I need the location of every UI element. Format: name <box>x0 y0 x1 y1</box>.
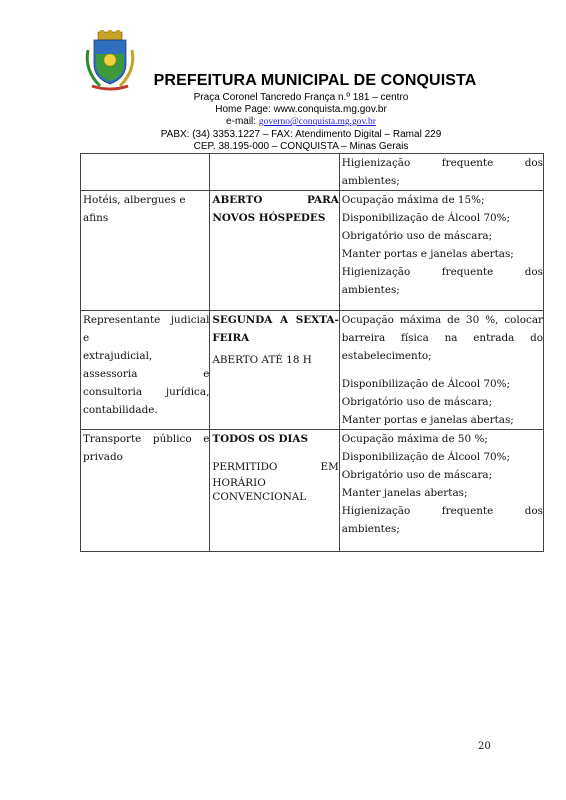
rule-spacer <box>342 365 543 375</box>
rules-cell <box>339 154 543 191</box>
status-spacer <box>212 448 338 458</box>
rules-cell <box>339 311 543 430</box>
status-line: SEGUNDA A SEXTA- <box>212 314 339 326</box>
phones-line: PABX: (34) 3353.1227 – FAX: Atendimento Digital – Ramal 229 <box>160 129 442 140</box>
status-line: CONVENCIONAL <box>212 491 307 503</box>
status-cell <box>210 154 339 191</box>
status-line: FEIRA <box>212 332 250 344</box>
activity-line: privado <box>83 451 123 463</box>
activity-line: consultoria jurídica, <box>83 386 210 398</box>
activity-cell <box>81 311 210 430</box>
table-row <box>81 191 544 311</box>
homepage-line: Home Page: www.conquista.mg.gov.br <box>215 104 387 115</box>
status-cell <box>210 430 339 552</box>
activity-cell <box>81 430 210 552</box>
page-number: 20 <box>478 741 491 752</box>
rule-line: Obrigatório uso de máscara; <box>341 469 493 481</box>
table-row <box>81 430 544 552</box>
status-line: ABERTO PARA <box>212 194 339 206</box>
email-link[interactable]: governo@conquista.mg.gov.br <box>258 117 376 127</box>
rule-line: Ocupação máxima de 15%; <box>341 194 485 206</box>
email-line <box>18 116 566 128</box>
activity-line: extrajudicial, assessoria e <box>83 350 210 380</box>
rule-line: Manter portas e janelas abertas; <box>341 414 514 426</box>
activity-cell <box>81 154 210 191</box>
status-line: HORÁRIO <box>212 477 266 489</box>
status-line: NOVOS HÓSPEDES <box>212 212 326 224</box>
cep-line: CEP. 38.195-000 – CONQUISTA – Minas Gerais <box>193 141 409 152</box>
rule-line: Obrigatório uso de máscara; <box>341 230 493 242</box>
address-line: Praça Coronel Tancredo França n.º 181 – centro <box>193 92 409 103</box>
status-cell <box>210 191 339 311</box>
status-cell <box>210 311 339 430</box>
status-line: ABERTO ATÉ 18 H <box>212 354 312 366</box>
rule-line: ambientes; <box>341 175 400 187</box>
email-label: e-mail: <box>226 116 259 127</box>
activity-line: Transporte público e <box>83 433 210 445</box>
activity-cell <box>81 191 210 311</box>
rule-line: Disponibilização de Álcool 70%; <box>341 212 511 224</box>
rule-line: Manter janelas abertas; <box>341 487 468 499</box>
rule-line: Ocupação máxima de 50 %; <box>341 433 488 445</box>
rules-cell <box>339 191 543 311</box>
table-row <box>81 311 544 430</box>
rule-line: Manter portas e janelas abertas; <box>341 248 514 260</box>
rule-line: Disponibilização de Álcool 70%; <box>341 378 511 390</box>
status-line: TODOS OS DIAS <box>212 433 308 445</box>
status-line: PERMITIDO EM <box>212 461 339 473</box>
rule-line: Higienização frequente dos <box>341 266 543 278</box>
activity-line: Representante judicial e <box>83 314 210 344</box>
rule-line: Obrigatório uso de máscara; <box>341 396 493 408</box>
table-row <box>81 154 544 191</box>
rule-line: Higienização frequente dos <box>341 505 543 517</box>
rules-table <box>80 153 544 552</box>
rule-line: Higienização frequente dos <box>341 157 543 169</box>
rule-line: barreira física na entrada do <box>341 332 543 344</box>
rule-line: Ocupação máxima de 30 %, colocar <box>341 314 543 326</box>
activity-line: contabilidade. <box>83 404 158 416</box>
rule-line: estabelecimento; <box>341 350 432 362</box>
rule-line: ambientes; <box>341 284 400 296</box>
org-title: PREFEITURA MUNICIPAL DE CONQUISTA <box>153 72 477 89</box>
activity-line: Hotéis, albergues e afins <box>83 194 186 224</box>
rule-line: ambientes; <box>341 523 400 535</box>
rules-cell <box>339 430 543 552</box>
rule-line: Disponibilização de Álcool 70%; <box>341 451 511 463</box>
